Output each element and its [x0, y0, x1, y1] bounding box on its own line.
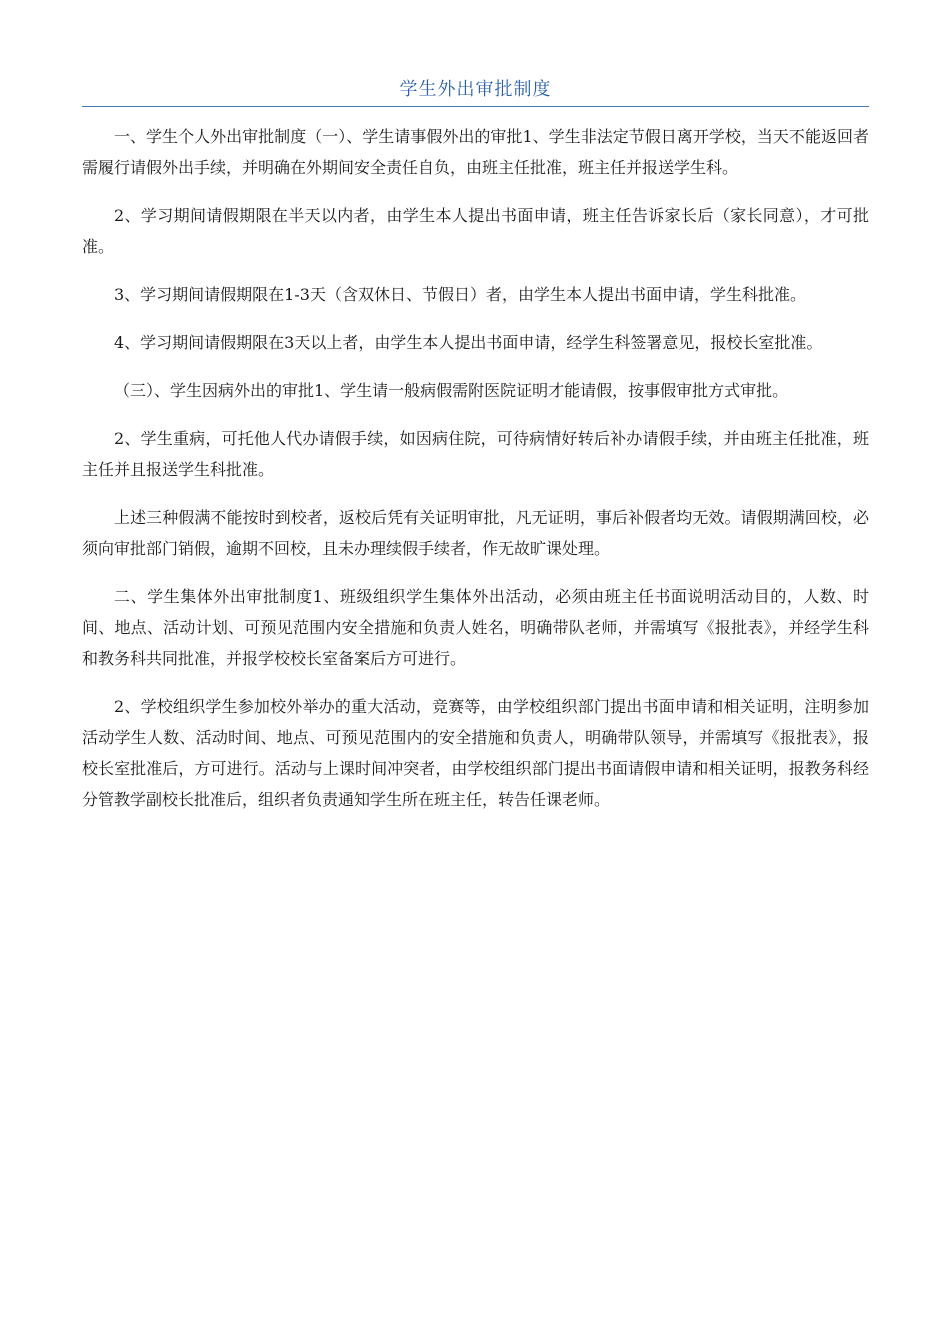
- document-title: 学生外出审批制度: [399, 79, 552, 100]
- title-bar: [82, 78, 869, 107]
- paragraph-school-activities: 2、学校组织学生参加校外举办的重大活动，竞赛等，由学校组织部门提出书面申请和相关证明，注明参加活动学生人数、活动时间、地点、可预见范围内的安全措施和负责人，明确带队领导，并需填写《报批表》，报校长室批准后，方可进行。活动与上课时间冲突者，由学校组织部门提出书面请假申请和相关证明，报教务科经分管教学副校长批准后，组织者负责通知学生所在班主任，转告任课老师。: [82, 697, 869, 809]
- paragraph-group-outing: 二、学生集体外出审批制度1、班级组织学生集体外出活动，必须由班主任书面说明活动目的，人数、时间、地点、活动计划、可预见范围内安全措施和负责人姓名，明确带队老师，并需填写《报批表》，并经学生科和教务科共同批准，并报学校校长室备案后方可进行。: [82, 587, 869, 668]
- paragraph-one-to-three-days: 3、学习期间请假期限在1-3天（含双休日、节假日）者，由学生本人提出书面申请，学生科批准。: [114, 285, 806, 304]
- paragraph-personal-leave: 一、学生个人外出审批制度（一）、学生请事假外出的审批1、学生非法定节假日离开学校，当天不能返回者需履行请假外出手续，并明确在外期间安全责任自负，由班主任批准，班主任并报送学生科。: [82, 127, 869, 177]
- paragraph-serious-illness: 2、学生重病，可托他人代办请假手续，如因病住院，可待病情好转后补办请假手续，并由班主任批准，班主任并且报送学生科批准。: [82, 429, 869, 479]
- paragraph-overdue-return: 上述三种假满不能按时到校者，返校后凭有关证明审批，凡无证明，事后补假者均无效。请假期满回校，必须向审批部门销假，逾期不回校，且未办理续假手续者，作无故旷课处理。: [82, 508, 869, 558]
- document-page: [82, 78, 869, 832]
- paragraph-half-day: 2、学习期间请假期限在半天以内者，由学生本人提出书面申请，班主任告诉家长后（家长同意），才可批准。: [82, 206, 869, 256]
- paragraph-sick-leave: （三）、学生因病外出的审批1、学生请一般病假需附医院证明才能请假，按事假审批方式审批。: [114, 381, 789, 400]
- paragraph-over-three-days: 4、学习期间请假期限在3天以上者，由学生本人提出书面申请，经学生科签署意见，报校长室批准。: [114, 333, 823, 352]
